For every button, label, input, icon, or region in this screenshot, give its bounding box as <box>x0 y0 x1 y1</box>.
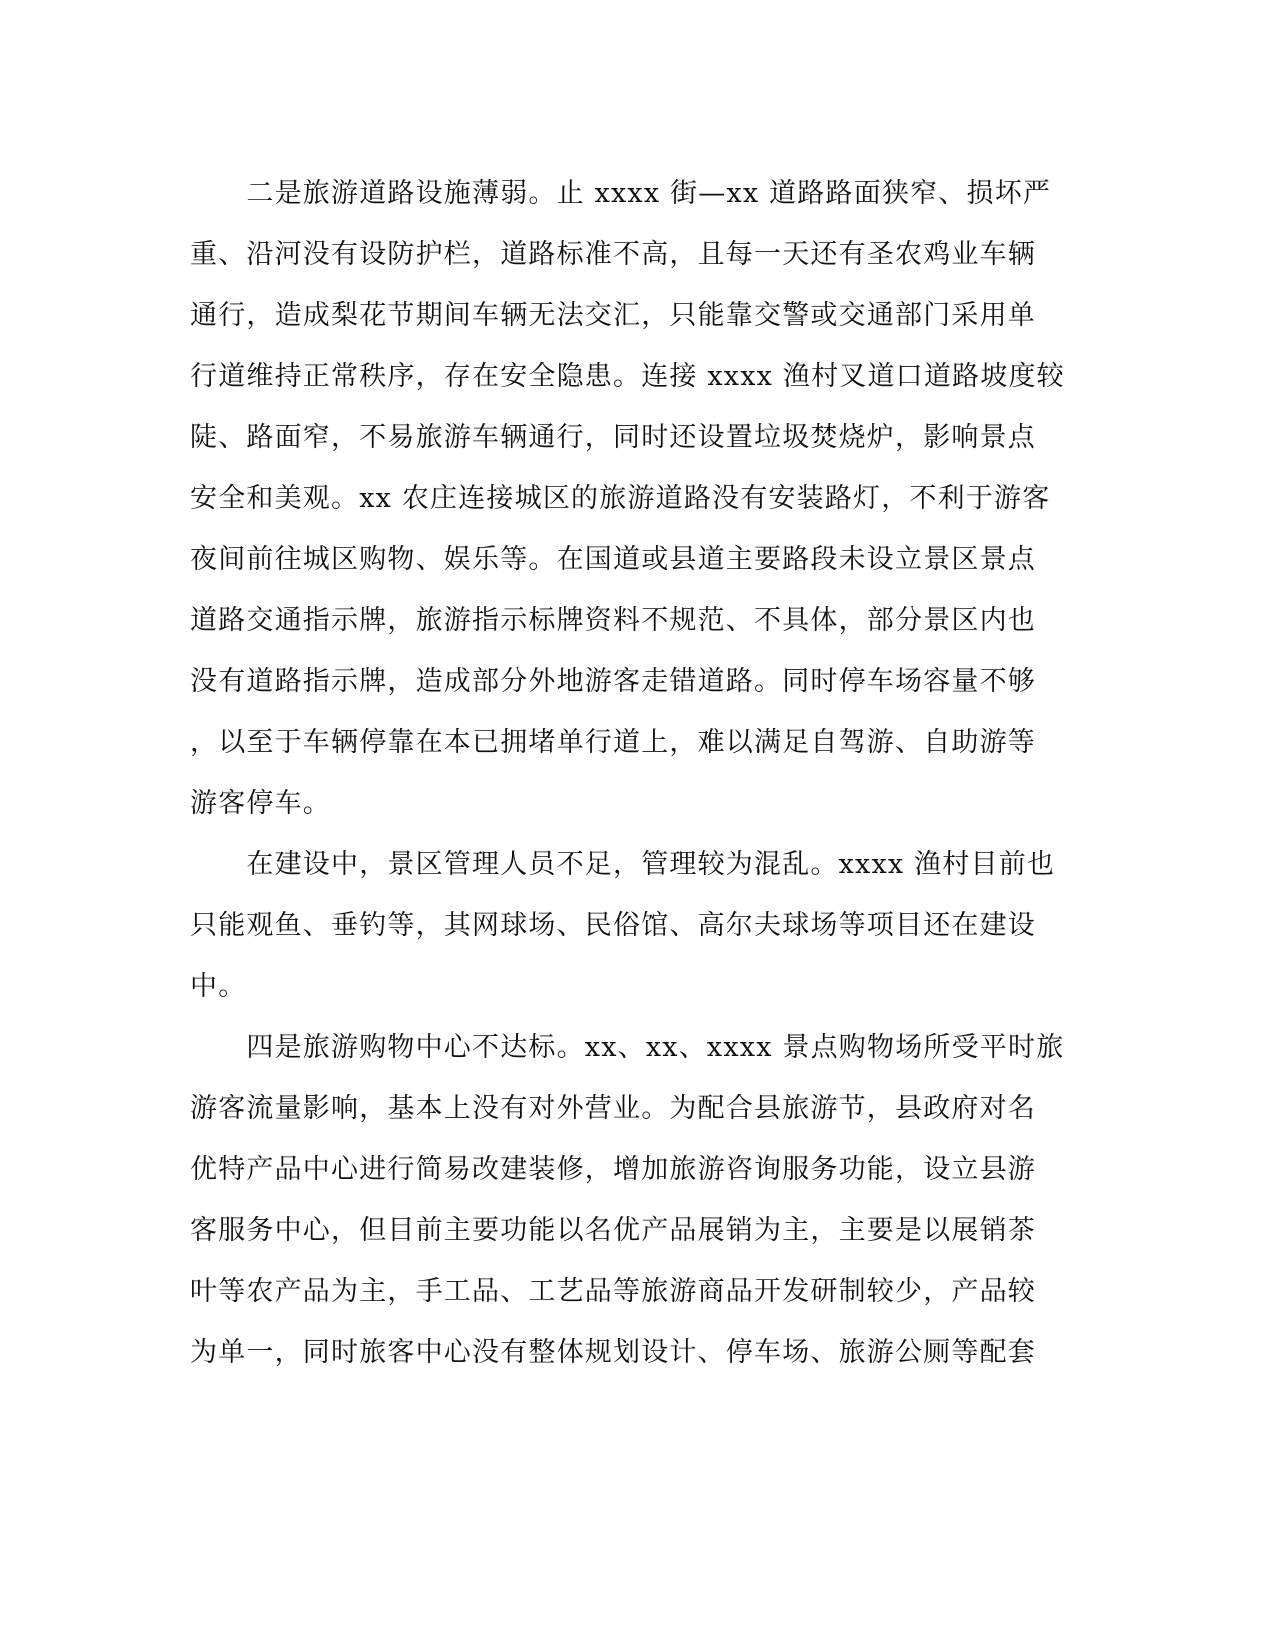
body-text <box>190 163 1070 1383</box>
text-line: 游客流量影响，基本上没有对外营业。为配合县旅游节，县政府对名 <box>190 1093 1036 1124</box>
text-line: 在建设中，景区管理人员不足，管理较为混乱。xxxx 渔村目前也 <box>190 849 1056 880</box>
text-line: 陡、路面窄，不易旅游车辆通行，同时还设置垃圾焚烧炉，影响景点 <box>190 422 1036 453</box>
text-line: 安全和美观。xx 农庄连接城区的旅游道路没有安装路灯，不利于游客 <box>190 483 1051 514</box>
text-line: 通行，造成梨花节期间车辆无法交汇，只能靠交警或交通部门采用单 <box>190 300 1036 331</box>
text-line: 客服务中心，但目前主要功能以名优产品展销为主，主要是以展销茶 <box>190 1215 1036 1246</box>
text-line: 游客停车。 <box>190 788 331 819</box>
text-line: 中。 <box>190 971 247 1002</box>
text-line: ，以至于车辆停靠在本已拥堵单行道上，难以满足自驾游、自助游等 <box>190 727 1036 758</box>
text-line: 道路交通指示牌，旅游指示标牌资料不规范、不具体，部分景区内也 <box>190 605 1036 636</box>
text-line: 没有道路指示牌，造成部分外地游客走错道路。同时停车场容量不够 <box>190 666 1036 697</box>
text-line: 二是旅游道路设施薄弱。止 xxxx 街—xx 道路路面狭窄、损坏严 <box>190 178 1052 209</box>
text-line: 行道维持正常秩序，存在安全隐患。连接 xxxx 渔村叉道口道路坡度较 <box>190 361 1065 392</box>
text-line: 叶等农产品为主，手工品、工艺品等旅游商品开发研制较少，产品较 <box>190 1276 1036 1307</box>
text-line: 优特产品中心进行简易改建装修，增加旅游咨询服务功能，设立县游 <box>190 1154 1036 1185</box>
text-line: 夜间前往城区购物、娱乐等。在国道或县道主要路段未设立景区景点 <box>190 544 1036 575</box>
text-line: 只能观鱼、垂钓等，其网球场、民俗馆、高尔夫球场等项目还在建设 <box>190 910 1036 941</box>
text-line: 四是旅游购物中心不达标。xx、xx、xxxx 景点购物场所受平时旅 <box>190 1032 1065 1063</box>
text-line: 为单一，同时旅客中心没有整体规划设计、停车场、旅游公厕等配套 <box>190 1337 1036 1368</box>
text-line: 重、沿河没有设防护栏，道路标准不高，且每一天还有圣农鸡业车辆 <box>190 239 1036 270</box>
